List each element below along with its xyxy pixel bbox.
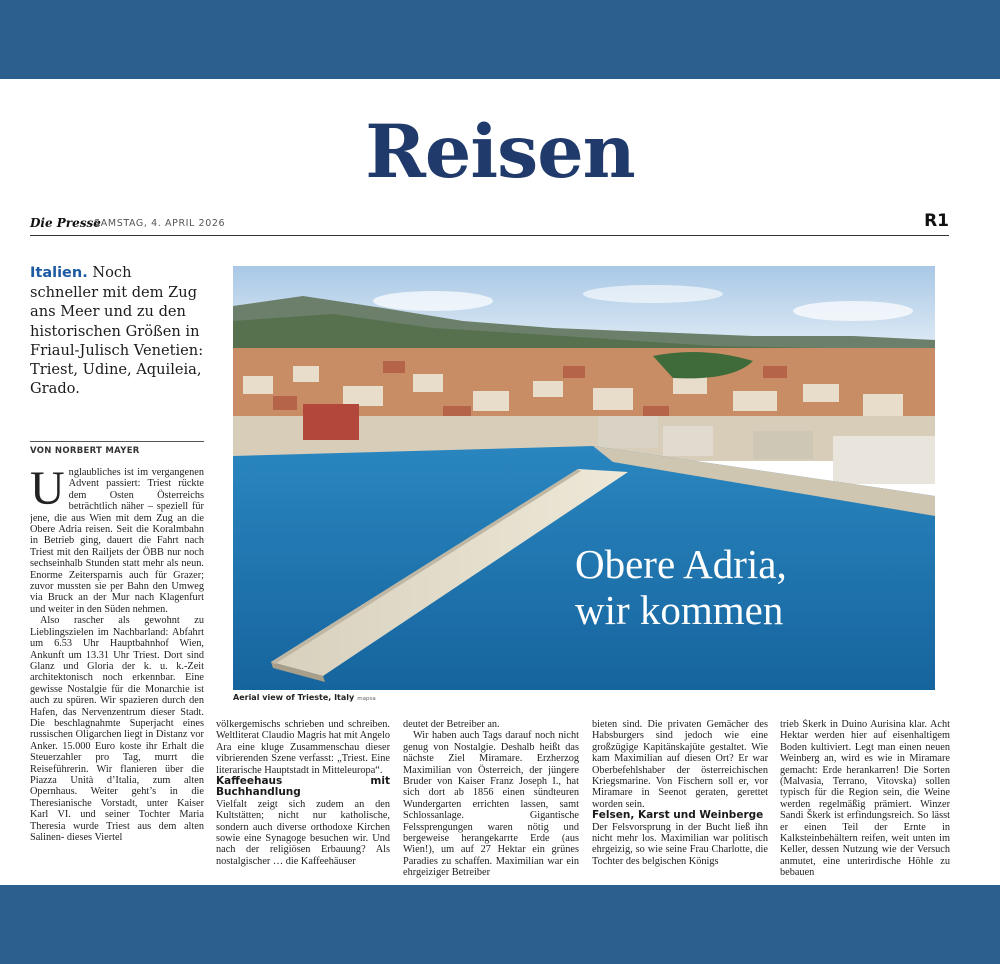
photo-headline [575,541,787,633]
article-column-3 [403,719,579,885]
article-paragraph: deutet der Betreiber an. [403,719,500,730]
photo-credit: mapsa [357,696,376,702]
headline-line-1: Obere Adria, [575,541,787,587]
article-paragraph: trieb Škerk in Duino Aurisina klar. Acht Hektar werden hier auf eisenhaltigem Boden kultiviert. Legt man einen neuen Weinberg an, wird es wie in Miramare gemacht: Erde herankarren! Die Sorten (Malvasia, Terrano, Vitovska) sollen typisch für die Region sein, die Weine werden regelmäßig prämiert. Winzer Sandi Škerk ist erfindungsreich. So lässt er einen Teil der Ernte in Kalksteinbehältern reifen, weit unten im Keller, dessen Nutzung wie der Versuch anmutet, eine unterirdische Höhle zu bebauen [780,719,950,879]
author-byline: VON NORBERT MAYER [30,441,204,456]
hero-photo-trieste [233,266,935,690]
teaser-text [30,263,204,398]
teaser-kicker: Italien. [30,265,88,281]
article-column-1 [30,467,204,885]
bottom-frame-band [0,885,1000,964]
article-paragraph: Der Felsvorsprung in der Bucht ließ ihn nicht mehr los. Maximilian war politisch ehrgeizig, so wie seine Frau Charlotte, die Tochter des belgischen Königs [592,821,768,867]
article-paragraph: Wir haben auch Tags darauf noch nicht genug von Nostalgie. Deshalb heißt das nächste Ziel Miramare. Erzherzog Maximilian von Österreich, der jüngere Bruder von Kaiser Franz Joseph I., hat sich dort ab 1856 einen sündteuren Wundergarten errichten lassen, samt Schlossanlage. Gigantische Felssprengungen waren nötig und bergeweise herangekarrte Erde (aus Wien!), um auf 27 Hektar ein grünes Paradies zu schaffen. Maximilian war ein ehrgeiziger Betreiber [403,730,579,879]
article-column-5 [780,719,950,885]
newspaper-page [0,79,1000,885]
article-paragraph: Also rascher als gewohnt zu Lieblingszielen im Nachbarland: Abfahrt um 6.53 Uhr Hauptbahnhof Wien, Ankunft um 13.31 Uhr Triest. Dort sind Glanz und Gloria der k. u. k.-Zeit architektonisch noch erkennbar. Eine gewisse Nostalgie für die Monarchie ist auch zu spüren. Wir spazieren durch den Hafen, das Nervenzentrum dieser Stadt. Die beschlagnahmte Superjacht eines russischen Oligarchen liegt in Distanz vor Anker. 15.000 Euro koste ihr Erhalt die Steuerzahler pro Tag, murrt die Reiseführerin. Wir flanieren über die Piazza Unità d’Italia, zum alten Opernhaus. Weiter geht’s in die Theresianische Vorstadt, unter Kaiser Karl VI. und seiner Tochter Maria Theresia wurde Triest aus dem alten Salinen- dieses Viertel [30,615,204,843]
article-paragraph: völkergemischs schrieben und schreiben. Weltliterat Claudio Magris hat mit Angelo Ara eine kluge Zusammenschau dieser vibrierenden Szene verfasst: „Triest. Eine literarische Hauptstadt in Mitteleuropa“. [216,719,390,776]
teaser-block [30,263,204,398]
newspaper-logo: Die Presse [30,216,101,230]
teaser-body: Noch schneller mit dem Zug ans Meer und zu den historischen Größen in Friaul-Julisch Venetien: Triest, Udine, Aquileia, Grado. [30,264,204,398]
top-frame-band [0,0,1000,79]
drop-cap: U [30,467,65,515]
photo-caption [233,693,376,702]
article-paragraph: Vielfalt zeigt sich zudem an den Kultstätten; nicht nur katholische, sondern auch diverse orthodoxe Kirchen sowie eine Synagoge besuchen wir. Und nach der religiösen Erbauung? Als nostalgischer … die Kaffeehäuser [216,798,390,867]
article-subhead: Felsen, Karst und Weinberge [592,809,764,822]
article-column-2 [216,719,390,885]
article-paragraph: bieten sind. Die privaten Gemächer des Habsburgers sind jedoch wie eine großzügige Kapitänskajüte gestaltet. Wie kam Maximilian auf diesen Ort? Er war Oberbefehlshaber der österreichischen Kriegsmarine. Von Fischern soll er, vor Miramare in Seenot geraten, gerettet worden sein. [592,719,768,810]
dateline-bar [30,211,949,236]
issue-date: SAMSTAG, 4. APRIL 2026 [94,218,226,229]
article-column-4 [592,719,768,885]
article-paragraph: nglaubliches ist im vergangenen Advent passiert: Triest rückte dem Osten Österreichs beträchtlich näher – speziell für jene, die aus Wien mit dem Zug an die Obere Adria reisen. Seit die Koralmbahn in Betrieb ging, dauert die Fahrt nach Triest mit den Railjets der ÖBB nur noch sechseinhalb Stunden statt mehr als neun. Enorme Zeitersparnis auch für Grazer; zuvor mussten sie per Bahn den Umweg via Bruck an der Mur nach Klagenfurt und weiter in den Süden nehmen. [30,467,204,615]
caption-text: Aerial view of Trieste, Italy [233,693,355,702]
page-number: R1 [924,211,949,231]
headline-line-2: wir kommen [575,587,784,633]
section-masthead: Reisen [365,109,635,195]
article-subhead: Kaffeehaus mit Buchhandlung [216,775,390,799]
